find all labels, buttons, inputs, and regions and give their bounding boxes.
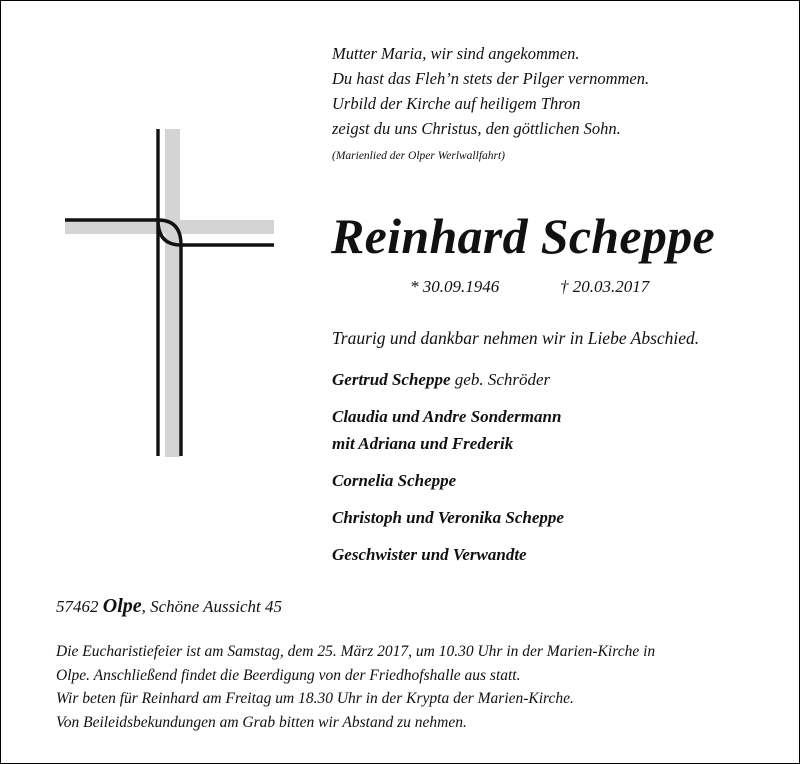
poem-line: zeigst du uns Christus, den göttlichen Sohn.: [332, 119, 621, 138]
info-line: Wir beten für Reinhard am Freitag um 18.30 Uhr in der Krypta der Marien-Kirche.: [56, 690, 574, 707]
mourner-entry: [332, 504, 772, 531]
mourner-suffix: geb. Schröder: [450, 370, 551, 389]
address: [56, 595, 282, 618]
poem: [332, 41, 772, 141]
poem-line: Du hast das Fleh’n stets der Pilger vernommen.: [332, 69, 650, 88]
birth-date: * 30.09.1946: [410, 277, 500, 296]
mourner-name: Gertrud Scheppe: [332, 370, 451, 389]
mourner-name: Cornelia Scheppe: [332, 471, 457, 490]
info-line: Olpe. Anschließend findet die Beerdigung von der Friedhofshalle aus statt.: [56, 666, 521, 684]
mourner-name: Geschwister und Verwandte: [332, 545, 527, 564]
mourner-entry: [332, 366, 772, 393]
mourner-name-second: mit Adriana und Frederik: [332, 434, 514, 453]
address-zip: 57462: [56, 597, 99, 616]
address-street: , Schöne Aussicht 45: [141, 597, 283, 616]
farewell-text: Traurig und dankbar nehmen wir in Liebe Abschied.: [332, 328, 700, 348]
mourner-entry: [332, 467, 772, 494]
cross-icon: [1, 1, 321, 471]
mourner-entry: [332, 403, 772, 457]
poem-source: (Marienlied der Olper Werlwallfahrt): [332, 150, 506, 162]
info-line: Die Eucharistiefeier ist am Samstag, dem 25. März 2017, um 10.30 Uhr in der Marien-Kirche in: [56, 643, 656, 660]
cross-shadow: [65, 129, 274, 457]
mourner-entry: [332, 541, 772, 568]
info-line: Von Beileidsbekundungen am Grab bitten wir Abstand zu nehmen.: [56, 713, 467, 731]
deceased-name: Reinhard Scheppe: [331, 208, 715, 264]
death-date: † 20.03.2017: [560, 277, 650, 296]
poem-line: Mutter Maria, wir sind angekommen.: [332, 44, 580, 63]
mourner-name: Christoph und Veronika Scheppe: [332, 508, 564, 527]
service-info: [56, 640, 771, 734]
address-city: Olpe: [102, 595, 142, 617]
mourners-list: [332, 366, 772, 578]
mourner-name: Claudia und Andre Sondermann: [332, 407, 562, 426]
poem-line: Urbild der Kirche auf heiligem Thron: [332, 94, 581, 113]
